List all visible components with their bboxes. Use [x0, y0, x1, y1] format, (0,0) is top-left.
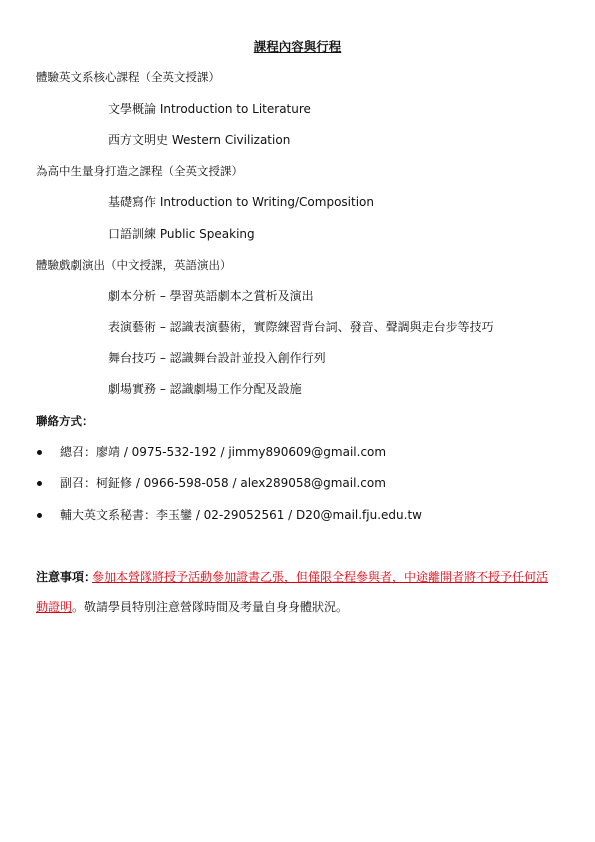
contact-item-secretary: 輔大英文系秘書：李玉鑾 / 02-29052561 / D20@mail.fju.edu.tw — [60, 508, 422, 522]
contact-item-chief: 總召：廖靖 / 0975-532-192 / jimmy890609@gmail.com — [60, 445, 387, 459]
notice-advice: 。敬請學員特別注意營隊時間及考量自身身體狀況。 — [72, 600, 349, 614]
drama-item-stage-skills: 舞台技巧 – 認識舞台設計並投入創作行列 — [108, 351, 326, 365]
course-item-literature: 文學概論 Introduction to Literature — [108, 102, 311, 116]
course-item-western-civilization: 西方文明史 Western Civilization — [108, 133, 291, 147]
course-item-public-speaking: 口語訓練 Public Speaking — [108, 227, 255, 241]
bullet-icon — [37, 513, 42, 518]
contact-item-deputy: 副召：柯鉦修 / 0966-598-058 / alex289058@gmail.com — [60, 476, 386, 490]
bullet-icon — [37, 481, 42, 486]
bullet-icon — [37, 450, 42, 455]
course-item-writing: 基礎寫作 Introduction to Writing/Composition — [108, 195, 374, 209]
notice-label: 注意事項： — [36, 570, 97, 584]
section-heading-drama: 體驗戲劇演出（中文授課，英語演出） — [36, 258, 232, 272]
page-title — [0, 39, 595, 55]
contact-heading: 聯絡方式： — [36, 414, 94, 428]
section-heading-tailored-courses: 為高中生量身打造之課程（全英文授課） — [36, 164, 243, 178]
page-title-text: 課程內容與行程 — [253, 39, 342, 54]
drama-item-performing-arts: 表演藝術 – 認識表演藝術，實際練習背台詞、發音、聲調與走台步等技巧 — [108, 320, 494, 334]
notice-warning-line1: 參加本營隊將授予活動參加證書乙張，但僅限全程參與者，中途離開者將不授予任何活 — [92, 570, 549, 584]
drama-item-script-analysis: 劇本分析 – 學習英語劇本之賞析及演出 — [108, 289, 314, 303]
drama-item-theater-practice: 劇場實務 – 認識劇場工作分配及設施 — [108, 382, 302, 396]
notice-warning-line2: 動證明 — [36, 600, 73, 614]
notice-line2 — [36, 599, 348, 615]
section-heading-core-courses: 體驗英文系核心課程（全英文授課） — [36, 70, 220, 84]
